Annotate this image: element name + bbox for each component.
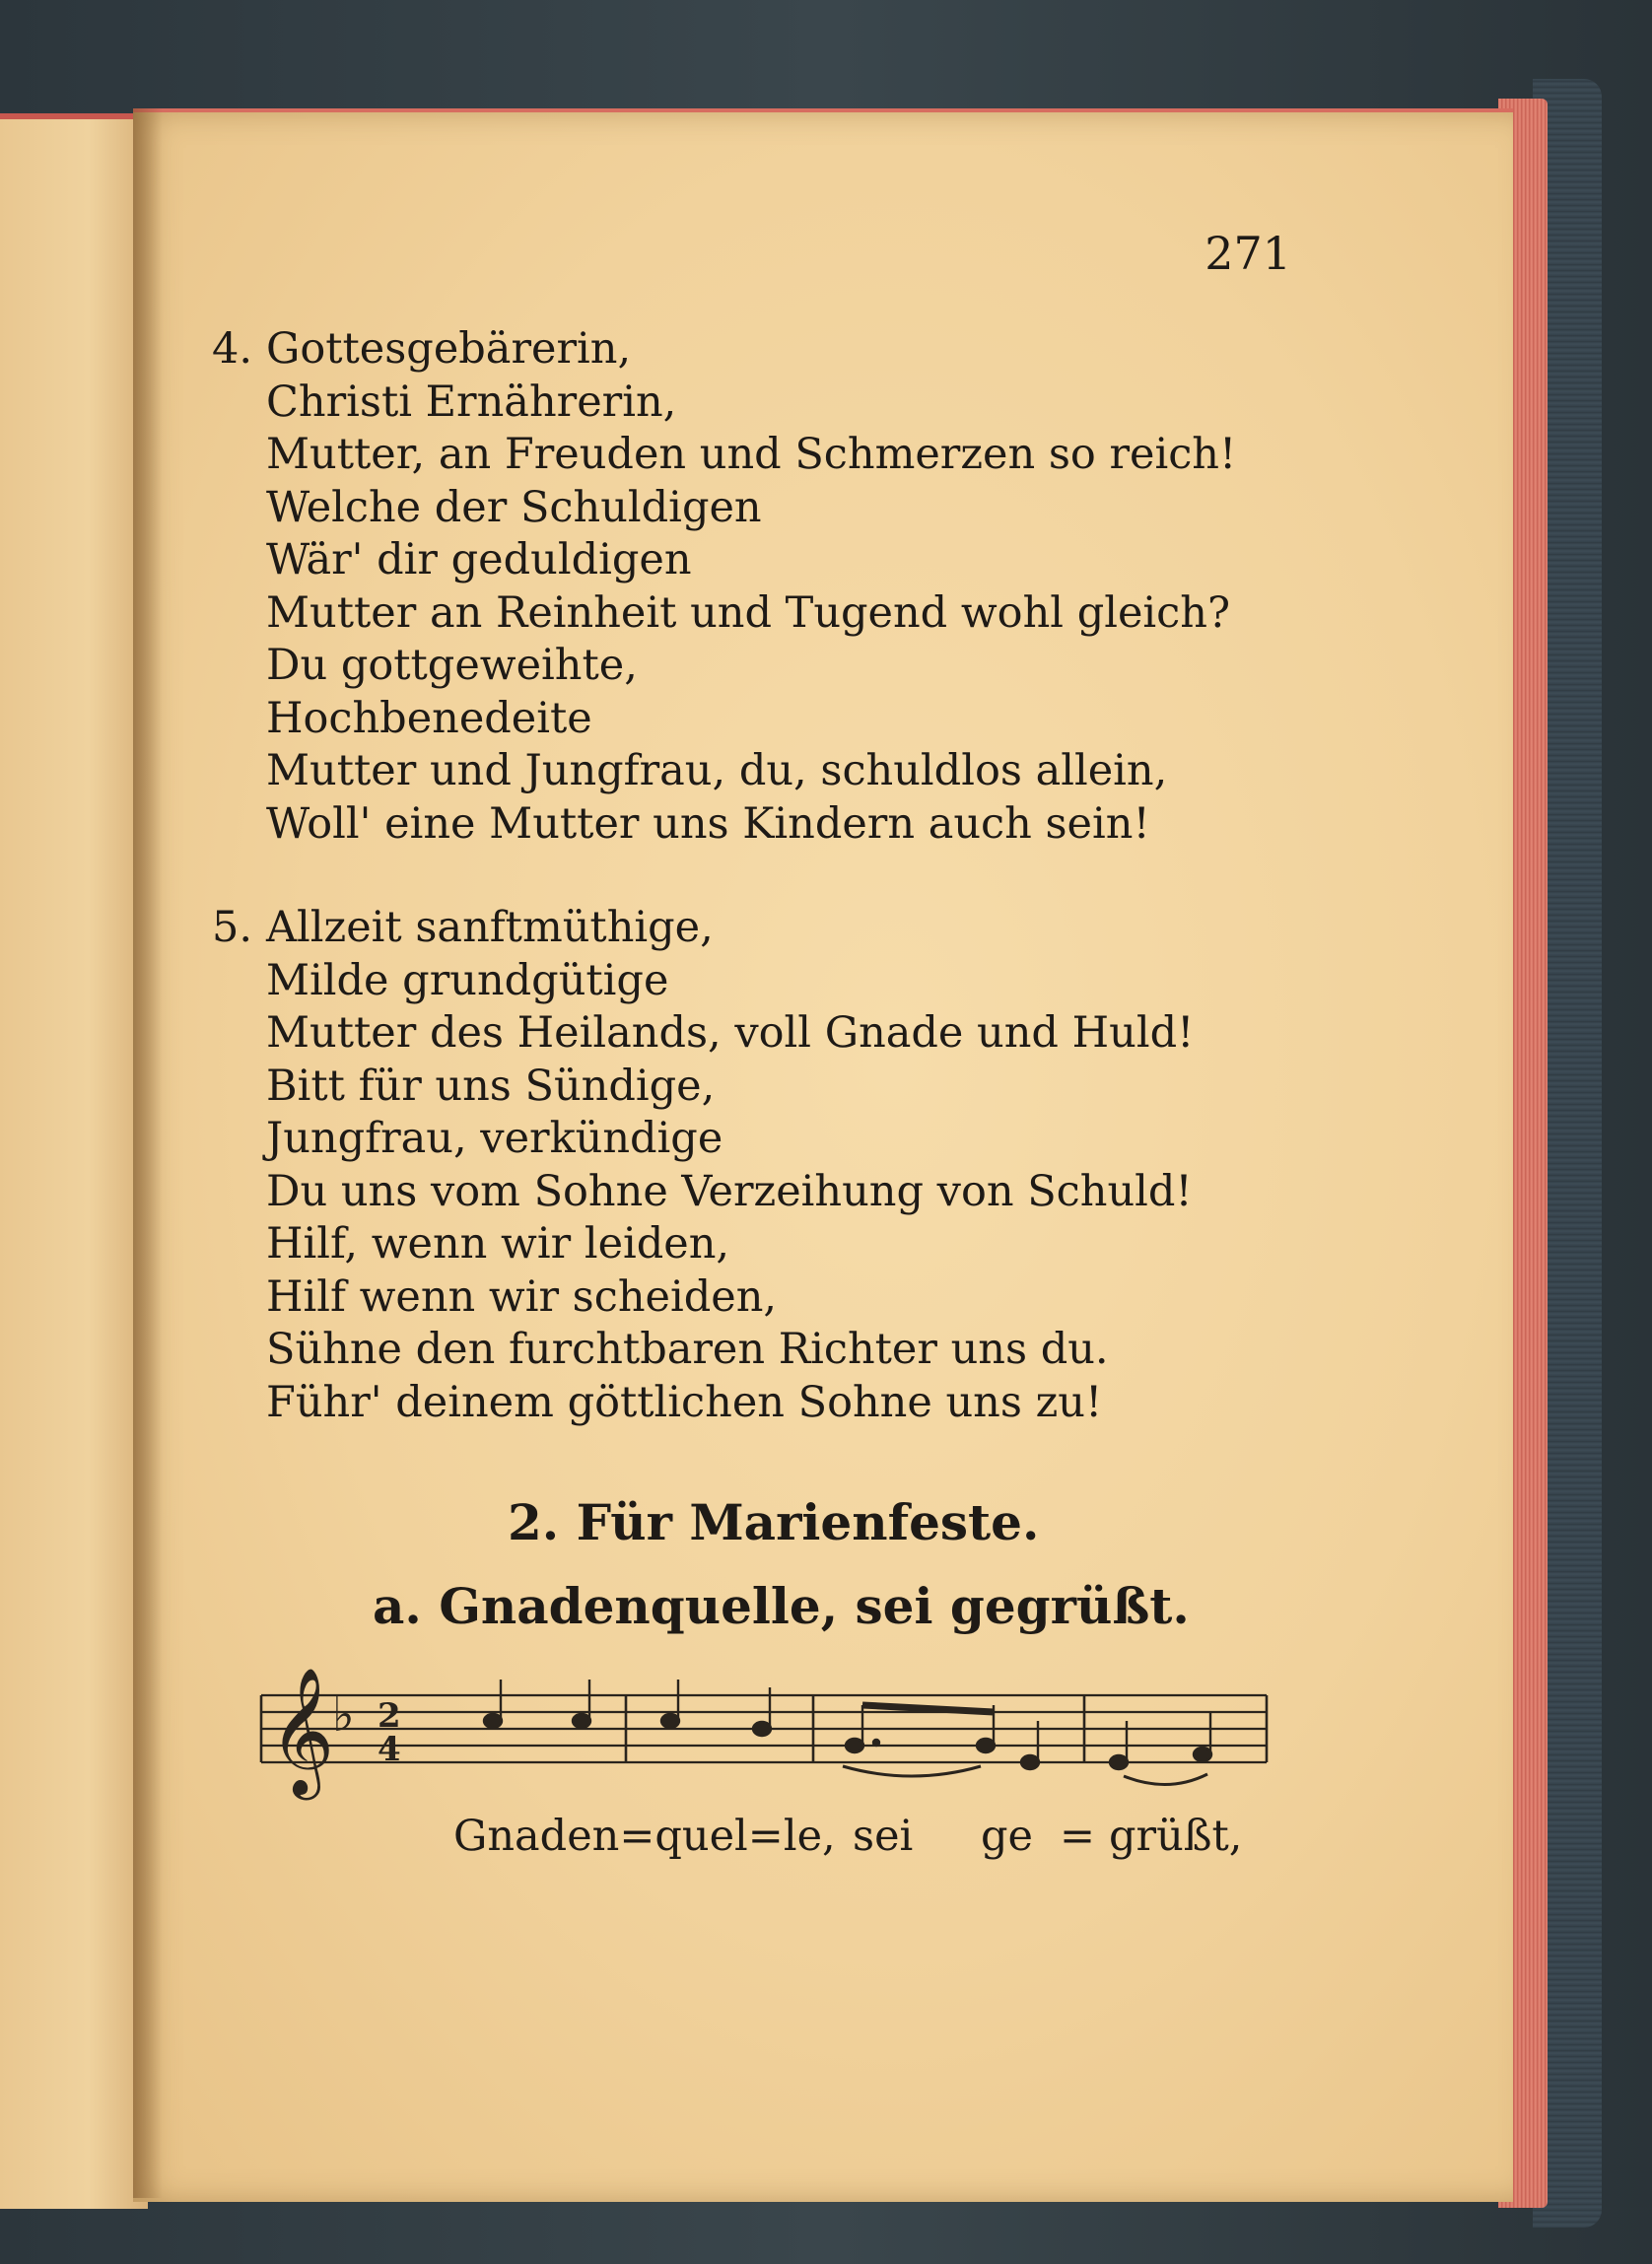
stanza-line: Hilf wenn wir scheiden, bbox=[266, 1271, 778, 1322]
stanza-line: Jungfrau, verkündige bbox=[266, 1114, 723, 1163]
stanza-line: Mutter des Heilands, voll Gnade und Huld! bbox=[266, 1008, 1195, 1058]
stanza-line: Woll' eine Mutter uns Kindern auch sein! bbox=[266, 798, 1150, 849]
stanza-line: Hilf, wenn wir leiden, bbox=[266, 1219, 730, 1269]
stanza-number: 5. bbox=[212, 903, 253, 952]
lyric-syllable: Gnaden=quel=le, bbox=[453, 1812, 836, 1861]
page-number: 271 bbox=[1205, 227, 1291, 280]
facing-page bbox=[0, 113, 148, 2209]
lyric-syllable: = bbox=[1060, 1812, 1096, 1861]
stanza-line: Sühne den furchtbaren Richter uns du. bbox=[266, 1325, 1109, 1374]
stanza-line: Mutter, an Freuden und Schmerzen so reich! bbox=[266, 430, 1237, 479]
stanza-line: 4. Gottesgebärerin, bbox=[212, 323, 1301, 377]
note bbox=[661, 1680, 679, 1728]
stanza-line: Bitt für uns Sündige, bbox=[266, 1061, 716, 1111]
flat-icon: ♭ bbox=[332, 1687, 355, 1743]
music-staff-svg bbox=[251, 1666, 1276, 1814]
note bbox=[573, 1680, 590, 1728]
lyric-syllable: sei bbox=[853, 1812, 914, 1861]
note bbox=[1194, 1713, 1211, 1761]
lyric-syllable: ge bbox=[981, 1812, 1033, 1861]
stanza-line: Christi Ernährerin, bbox=[266, 377, 677, 427]
music-staff bbox=[251, 1666, 1276, 1814]
note bbox=[484, 1680, 502, 1728]
stanza-line: Welche der Schuldigen bbox=[266, 482, 762, 532]
stanza-line: Du uns vom Sohne Verzeihung von Schuld! bbox=[266, 1166, 1193, 1216]
stanza-line: Führ' deinem göttlichen Sohne uns zu! bbox=[266, 1377, 1103, 1427]
stanza-line: Mutter und Jungfrau, du, schuldlos allein, bbox=[266, 746, 1168, 795]
stanza-line: Mutter an Reinheit und Tugend wohl gleich? bbox=[266, 587, 1230, 638]
lyric-syllable: grüßt, bbox=[1109, 1812, 1243, 1861]
stanza-line: 5. Allzeit sanftmüthige, bbox=[212, 902, 1301, 955]
stanza-4 bbox=[212, 323, 1301, 851]
time-signature-top: 2 bbox=[378, 1696, 401, 1736]
stanza-line: Du gottgeweihte, bbox=[266, 641, 638, 690]
song-lyrics bbox=[0, 1812, 1652, 1871]
stanza-5 bbox=[212, 902, 1301, 1429]
stanza-line: Hochbenedeite bbox=[266, 693, 592, 743]
song-title: a. Gnadenquelle, sei gegrüßt. bbox=[373, 1577, 1190, 1635]
section-heading: 2. Für Marienfeste. bbox=[508, 1493, 1040, 1551]
notes bbox=[484, 1680, 1211, 1769]
treble-clef-icon: 𝄞 bbox=[269, 1667, 335, 1795]
page-gutter-shadow bbox=[133, 108, 163, 2198]
stanza-line: Wär' dir geduldigen bbox=[266, 535, 692, 584]
stanza-number: 4. bbox=[212, 324, 253, 374]
time-signature-bottom: 4 bbox=[378, 1730, 401, 1769]
stanza-line: Milde grundgütige bbox=[266, 955, 669, 1005]
